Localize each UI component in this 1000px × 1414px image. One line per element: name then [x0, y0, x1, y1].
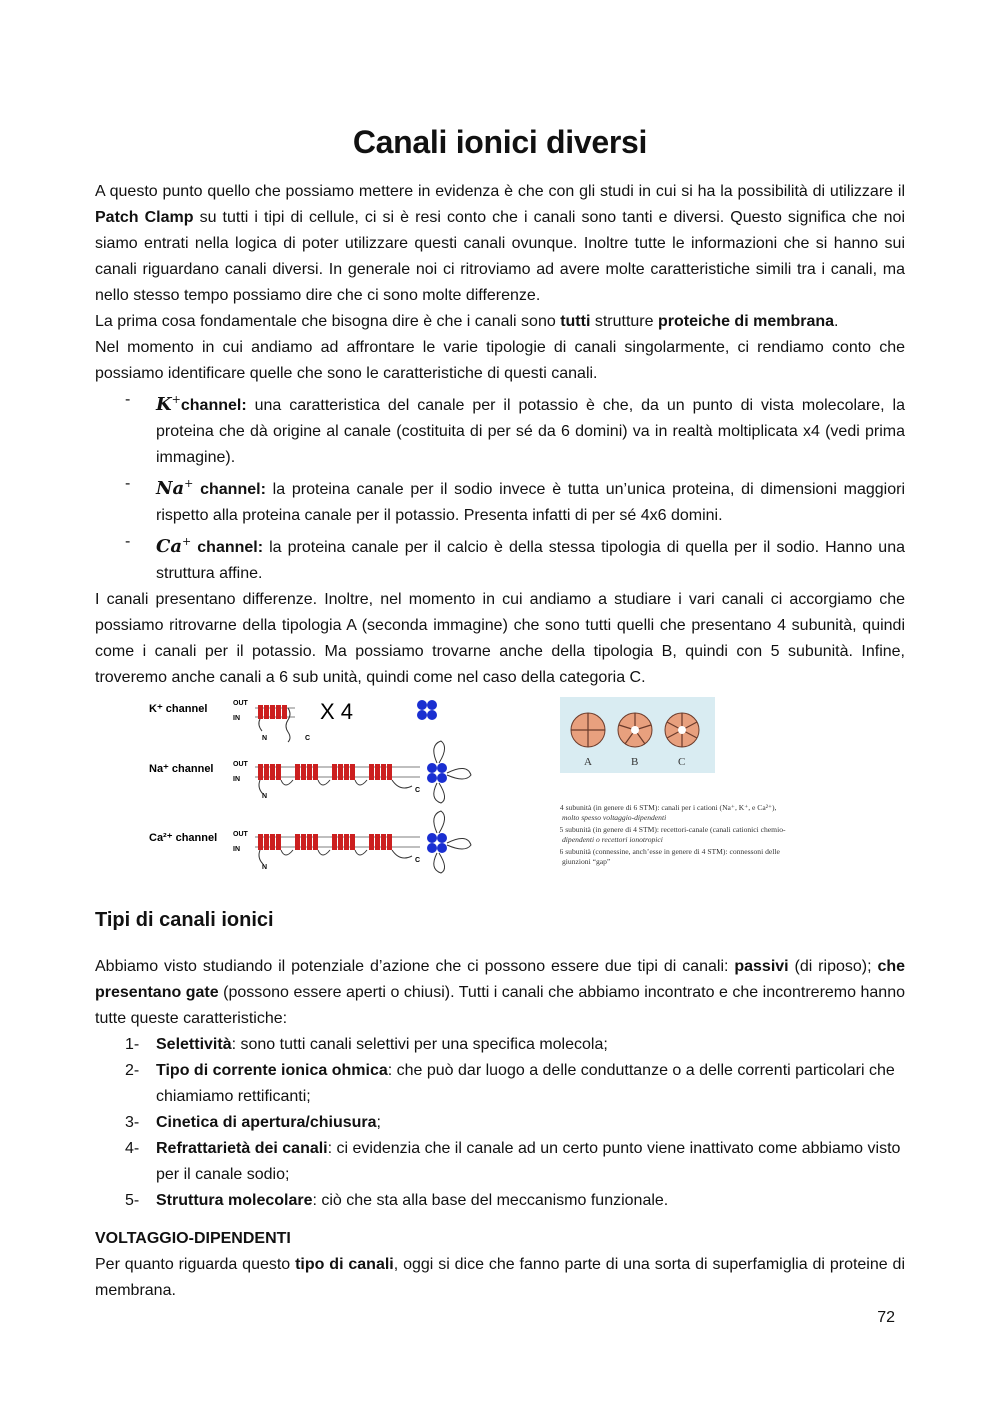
list-item: 3- Cinetica di apertura/chiusura; — [125, 1114, 381, 1131]
intro-paragraph-3: Nel momento in cui andiamo ad affrontare le varie tipologie di canali singolarmente, ci rendiamo conto che possiamo identificare quelle che sono le caratteristiche di questi canali. — [95, 339, 905, 382]
subunit-diagram — [560, 697, 860, 882]
label-b: B — [631, 756, 639, 768]
bold-term: channel: — [180, 397, 247, 414]
svg-text:C: C — [415, 787, 421, 794]
svg-text:B) 5 subunità (in genere di 4: B) 5 subunità (in genere di 4 STM): recettori-canale (canali cationici chemio- — [560, 825, 786, 834]
list-item — [95, 387, 905, 471]
svg-text:OUT: OUT — [233, 831, 248, 838]
svg-text:C) 6 subunità (connessine, anc: C) 6 subunità (connessine, anch’esse in genere di 4 STM): connessoni delle — [560, 847, 780, 856]
channel-structure-figure — [145, 695, 535, 880]
bold-term: tipo di canali — [295, 1256, 394, 1273]
svg-text:A) 4 subunità (in genere di 6: A) 4 subunità (in genere di 6 STM): canali per i cationi (Na⁺, K⁺, e Ca²⁺), — [560, 803, 777, 812]
label-c: C — [678, 756, 686, 768]
svg-text:giunzioni “gap”: giunzioni “gap” — [562, 857, 611, 866]
text-run: , oggi si dice che fanno parte di una sorta di superfamiglia di proteine di membrana. — [95, 1256, 905, 1299]
ion-symbol: K+ — [156, 393, 181, 415]
text-run: su tutti i tipi di cellule, ci si è resi conto che i canali sono tanti e diversi. Questo significa che noi siamo entrati nella logica di poter utilizzare questi canali ovunque. Inoltre tutte le informazioni che si hanno sui canali riguardano canali diversi. In generale noi ci ritroviamo ad avere molte caratteristiche simili tra i canali, ma nello stesso tempo possiamo dire che ci sono molte differenze. — [95, 209, 905, 304]
bold-term: channel: — [193, 481, 266, 498]
section-paragraph — [95, 954, 905, 1032]
svg-text:N: N — [262, 864, 268, 871]
bold-term: che presentano gate — [95, 958, 906, 1001]
svg-text:IN: IN — [233, 715, 240, 722]
list-item: 4- Refrattarietà dei canali: ci evidenzia che il canale ad un certo punto viene inattivato come abbiamo visto per il canale sodio; — [125, 1140, 901, 1183]
k-channel-label: K⁺ channel — [149, 703, 208, 715]
text-run: A questo punto quello che possiamo mettere in evidenza è che con gli studi in cui si ha la possibilità di utilizzare il — [95, 183, 905, 200]
multiplier-label: X 4 — [320, 699, 354, 724]
svg-text:IN: IN — [233, 846, 240, 853]
page-number: 72 — [877, 1309, 895, 1326]
svg-text:N: N — [262, 735, 268, 742]
text-run: una caratteristica del canale per il potassio è che, da un punto di vista molecolare, la proteina che dà origine al canale (costituita di per sé da 6 domini) va in realtà moltiplicata x4 (vedi prima immagine). — [156, 397, 905, 466]
text-run: La prima cosa fondamentale che bisogna dire è che i canali sono — [95, 313, 561, 330]
page-title: Canali ionici diversi — [352, 124, 648, 160]
bold-term: passivi — [734, 958, 789, 975]
list-item: 5- Struttura molecolare: ciò che sta alla base del meccanismo funzionale. — [125, 1192, 669, 1209]
svg-text:molto spesso voltaggio-dipende: molto spesso voltaggio-dipendenti — [562, 813, 667, 822]
list-item: 1- Selettività: sono tutti canali selettivi per una specifica molecola; — [125, 1036, 608, 1053]
characteristics-list — [95, 1032, 905, 1214]
svg-text:dipendenti o recettori ionotro: dipendenti o recettori ionotropici — [562, 835, 663, 844]
section-heading: Tipi di canali ionici — [95, 909, 274, 931]
svg-text:N: N — [262, 793, 268, 800]
bold-term: Patch Clamp — [95, 209, 194, 226]
bold-term: proteiche di membrana — [657, 313, 835, 330]
svg-text:C: C — [415, 857, 421, 864]
text-run: (possono essere aperti o chiusi). Tutti i canali che abbiamo incontrato e che incontreremo hanno tutte queste caratteristiche: — [95, 984, 906, 1027]
text-run: Per quanto riguarda questo — [95, 1256, 296, 1273]
list-item — [95, 471, 905, 529]
text-run: . — [834, 313, 839, 330]
figure-caption — [560, 803, 786, 866]
subsection-paragraph — [95, 1252, 905, 1304]
label-a: A — [584, 756, 592, 768]
ion-symbol: Na+ — [156, 477, 194, 499]
intro-paragraph-1 — [95, 179, 905, 309]
svg-text:OUT: OUT — [233, 761, 248, 768]
subsection-heading: VOLTAGGIO-DIPENDENTI — [95, 1230, 291, 1247]
bullet-dash: - — [125, 391, 131, 408]
text-run: strutture — [590, 313, 658, 330]
ca-channel-label: Ca²⁺ channel — [149, 832, 218, 844]
ion-symbol: Ca+ — [156, 535, 192, 557]
bold-term: tutti — [560, 313, 591, 330]
text-run: la proteina canale per il calcio è della stessa tipologia di quella per il sodio. Hanno una struttura affine. — [156, 539, 906, 582]
svg-text:IN: IN — [233, 776, 240, 783]
na-channel-label: Na⁺ channel — [149, 763, 214, 775]
bullet-dash: - — [125, 475, 131, 492]
text-run: Abbiamo visto studiando il potenziale d’azione che ci possono essere due tipi di canali: — [95, 958, 735, 975]
list-item — [95, 529, 905, 587]
ion-channel-list — [95, 387, 905, 587]
subunit-types-figure — [560, 697, 860, 882]
bold-term: channel: — [191, 539, 264, 556]
text-run: la proteina canale per il sodio invece è tutta un’unica proteina, di dimensioni maggiori rispetto alla proteina canale per il potassio. Presenta infatti di per sé 4x6 domini. — [156, 481, 905, 524]
list-item: 2- Tipo di corrente ionica ohmica: che può dar luogo a delle conduttanze o a delle correnti particolari che chiamiamo rettificanti; — [125, 1062, 895, 1105]
svg-text:OUT: OUT — [233, 700, 248, 707]
figures-row — [95, 695, 905, 885]
intro-paragraph-2 — [95, 309, 905, 335]
types-paragraph: I canali presentano differenze. Inoltre, nel momento in cui andiamo a studiare i vari canali ci accorgiamo che possiamo ritrovarne della tipologia A (seconda immagine) che sono tutti quelli che presentano 4 subunità, quindi come i canali per il potassio. Ma possiamo trovarne anche della tipologia B, quindi con 5 subunità. Infine, troveremo anche canali a 6 sub unità, quindi come nel caso della categoria C. — [95, 591, 905, 686]
text-run: (di riposo); — [788, 958, 878, 975]
bullet-dash: - — [125, 533, 131, 550]
svg-text:C: C — [305, 735, 311, 742]
